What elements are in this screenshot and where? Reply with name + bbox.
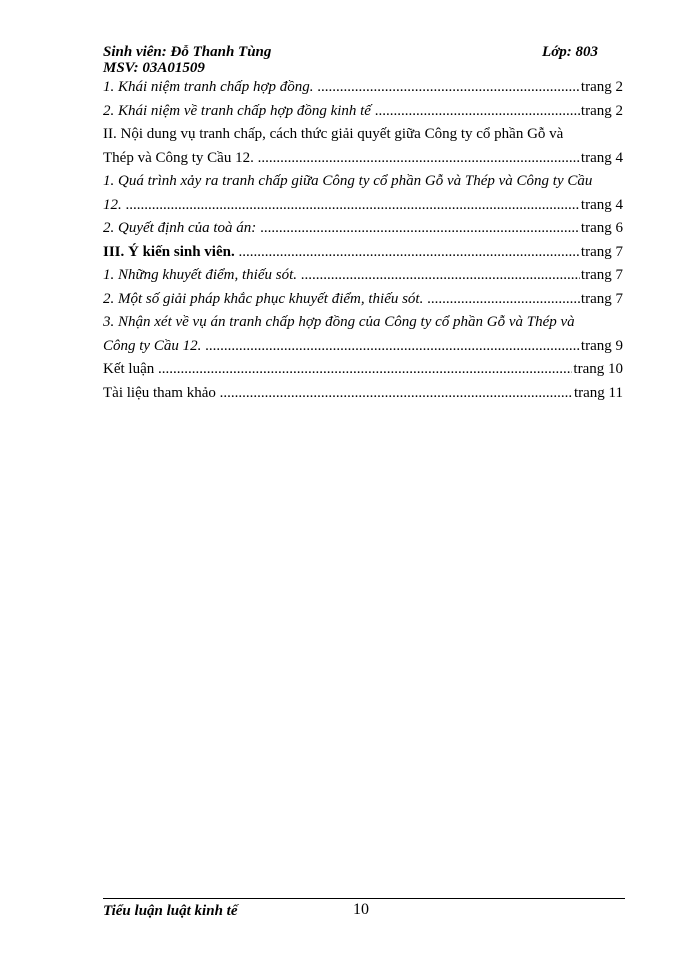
- header-row-id: [103, 60, 598, 76]
- toc-page: trang 7: [580, 288, 623, 312]
- header-row: [103, 44, 598, 60]
- toc-entry: [103, 382, 623, 406]
- toc-entry: [103, 76, 623, 100]
- toc-title: Công ty Cầu 12. .....: [103, 338, 623, 354]
- toc-title-line: II. Nội dung vụ tranh chấp, cách thức giải quyết giữa Công ty cổ phần Gỗ và: [103, 126, 564, 142]
- toc-title: 1. Những khuyết điểm, thiếu sót. .....: [103, 267, 623, 283]
- toc-entry: [103, 288, 623, 312]
- footer-divider: [103, 898, 625, 899]
- toc-title-line: 1. Quá trình xảy ra tranh chấp giữa Công ty cổ phần Gỗ và Thép và Công ty Cầu: [103, 173, 593, 189]
- toc-page: trang 4: [580, 194, 623, 218]
- student-id: MSV: 03A01509: [103, 60, 205, 76]
- toc-entry: [103, 264, 623, 288]
- toc-title: Kết luận .....: [103, 361, 623, 377]
- toc-entry: [103, 358, 623, 382]
- toc-entry: [103, 123, 623, 170]
- toc-page: trang 4: [580, 147, 623, 171]
- toc-title: 2. Một số giải pháp khắc phục khuyết điểm, thiếu sót. .....: [103, 291, 623, 307]
- toc-page: trang 10: [572, 358, 623, 382]
- student-name: Sinh viên: Đỗ Thanh Tùng: [103, 44, 272, 60]
- toc-title: Thép và Công ty Cầu 12. .....: [103, 150, 623, 166]
- toc-entry: [103, 100, 623, 124]
- toc-page: trang 6: [580, 217, 623, 241]
- toc-page: trang 7: [580, 241, 623, 265]
- toc-title: 12. .....: [103, 197, 623, 213]
- toc-page: trang 2: [580, 76, 623, 100]
- toc-entry: [103, 241, 623, 265]
- footer-page-number: 10: [353, 901, 369, 918]
- page-header: [103, 44, 598, 76]
- toc-title-line: 3. Nhận xét về vụ án tranh chấp hợp đồng của Công ty cổ phần Gỗ và Thép và: [103, 314, 575, 330]
- toc-title: 2. Khái niệm về tranh chấp hợp đồng kinh tế .....: [103, 103, 623, 119]
- toc-page: trang 2: [580, 100, 623, 124]
- toc-page: trang 7: [580, 264, 623, 288]
- table-of-contents: [103, 76, 623, 405]
- toc-title: 2. Quyết định của toà án: .....: [103, 220, 623, 236]
- toc-entry: [103, 170, 623, 217]
- toc-title: III. Ý kiến sinh viên. .....: [103, 244, 623, 260]
- toc-page: trang 11: [573, 382, 623, 406]
- toc-title: Tài liệu tham khảo .....: [103, 385, 623, 401]
- toc-entry: [103, 311, 623, 358]
- toc-entry: [103, 217, 623, 241]
- footer-title: Tiểu luận luật kinh tế: [103, 903, 238, 919]
- class-label: Lớp: 803: [542, 44, 598, 60]
- toc-title: 1. Khái niệm tranh chấp hợp đồng. .....: [103, 79, 623, 95]
- toc-page: trang 9: [580, 335, 623, 359]
